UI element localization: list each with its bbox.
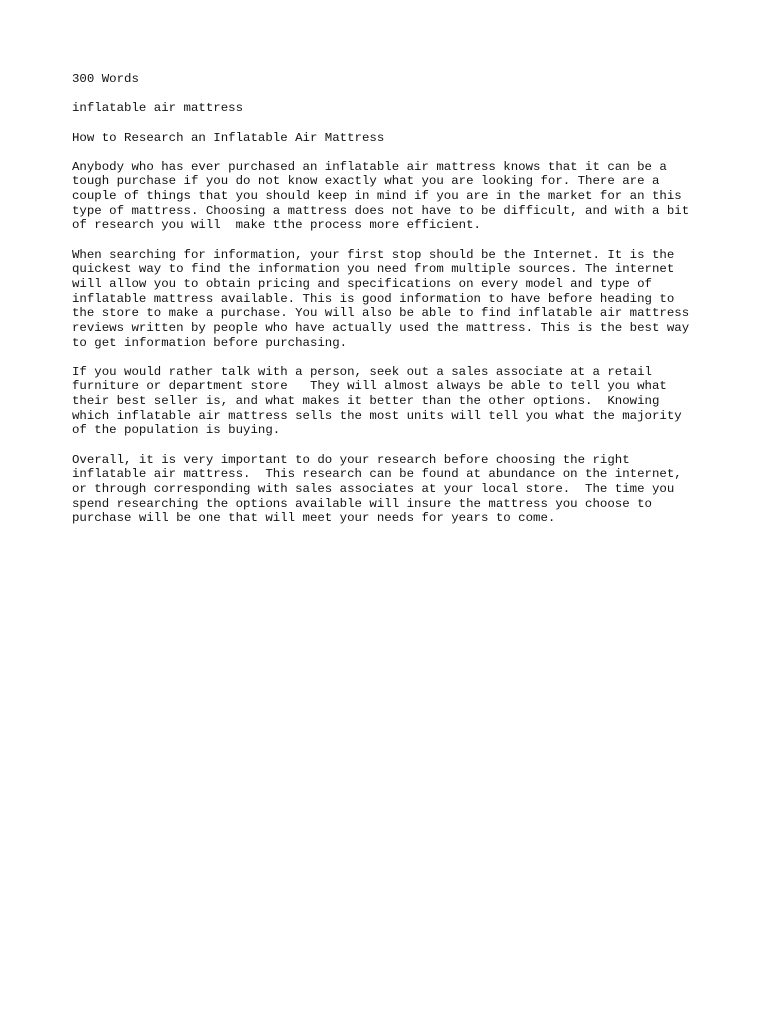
paragraph-line: quickest way to find the information you need from multiple sources. The internet <box>72 262 675 277</box>
paragraph-line: spend researching the options available will insure the mattress you choose to <box>72 496 652 511</box>
paragraph-2 <box>72 248 712 350</box>
paragraph-line: couple of things that you should keep in mind if you are in the market for an this <box>72 189 682 204</box>
word-count-text: 300 Words <box>72 72 139 86</box>
paragraph-line: of the population is buying. <box>72 423 281 438</box>
keyword <box>72 101 712 116</box>
paragraph-line: will allow you to obtain pricing and specifications on every model and type of <box>72 276 652 291</box>
paragraph-line: type of mattress. Choosing a mattress does not have to be difficult, and with a bit <box>72 203 690 218</box>
paragraph-line: furniture or department store They will almost always be able to tell you what <box>72 379 667 394</box>
paragraph-line: the store to make a purchase. You will also be able to find inflatable air mattress <box>72 306 690 321</box>
paragraph-line: reviews written by people who have actually used the mattress. This is the best way <box>72 320 690 335</box>
document-body <box>72 72 712 541</box>
paragraph-3 <box>72 365 712 438</box>
paragraph-line: to get information before purchasing. <box>72 335 348 350</box>
paragraph-line: or through corresponding with sales associates at your local store. The time you <box>72 481 675 496</box>
paragraph-line: tough purchase if you do not know exactly what you are looking for. There are a <box>72 174 660 189</box>
paragraph-1 <box>72 160 712 233</box>
paragraph-line: which inflatable air mattress sells the most units will tell you what the majority <box>72 408 682 423</box>
paragraph-line: their best seller is, and what makes it better than the other options. Knowing <box>72 394 660 409</box>
paragraph-line: Overall, it is very important to do your research before choosing the right <box>72 452 630 467</box>
paragraph-line: If you would rather talk with a person, seek out a sales associate at a retail <box>72 364 652 379</box>
keyword-text: inflatable air mattress <box>72 101 244 116</box>
paragraph-line: purchase will be one that will meet your needs for years to come. <box>72 511 556 526</box>
word-count <box>72 72 712 87</box>
document-title-text: How to Research an Inflatable Air Mattress <box>72 130 385 145</box>
document-title <box>72 131 712 146</box>
paragraph-line: Anybody who has ever purchased an inflatable air mattress knows that it can be a <box>72 159 667 174</box>
paragraph-line: When searching for information, your first stop should be the Internet. It is the <box>72 247 675 262</box>
paragraph-line: inflatable mattress available. This is good information to have before heading to <box>72 291 675 306</box>
paragraph-line: of research you will make tthe process more efficient. <box>72 218 481 233</box>
paragraph-line: inflatable air mattress. This research can be found at abundance on the internet, <box>72 467 682 482</box>
paragraph-4 <box>72 453 712 526</box>
